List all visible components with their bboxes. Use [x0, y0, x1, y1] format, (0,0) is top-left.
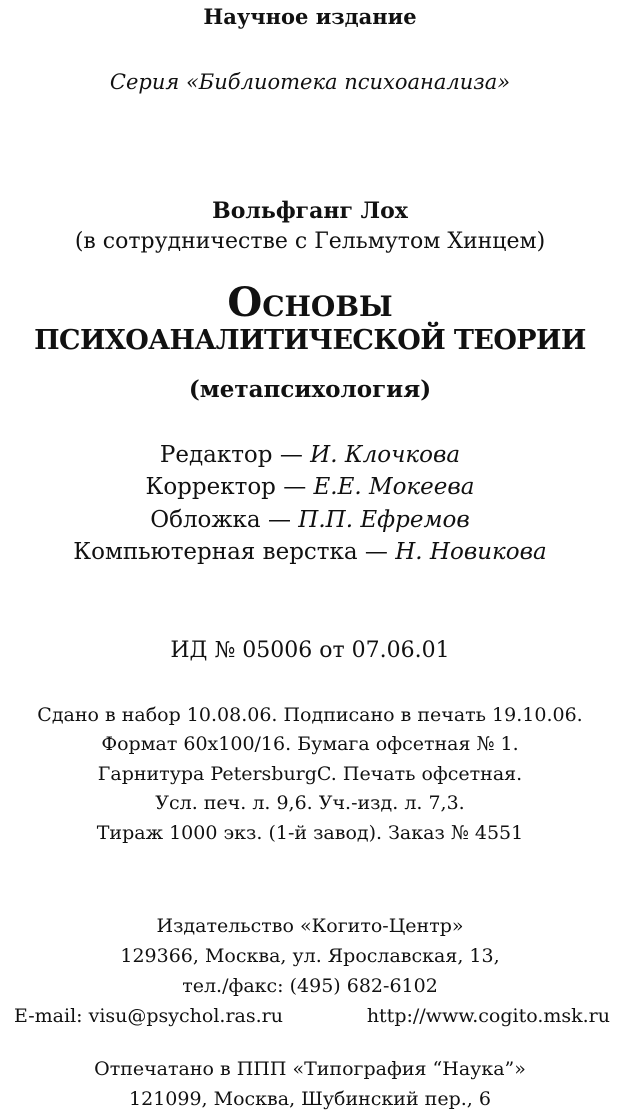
credit-editor [0, 442, 620, 468]
credit-role: Компьютерная верстка — [73, 539, 396, 565]
credit-role: Корректор — [145, 474, 314, 500]
publisher-name: Издательство «Когито-Центр» [156, 915, 464, 937]
tech-info-line: Усл. печ. л. 9,6. Уч.-изд. л. 7,3. [155, 792, 465, 814]
book-subtitle: (метапсихология) [188, 376, 432, 403]
publisher-address: 129366, Москва, ул. Ярославская, 13, [120, 945, 500, 967]
publisher-email: E-mail: visu@psychol.ras.ru [14, 1005, 283, 1027]
tech-info-line: Сдано в набор 10.08.06. Подписано в печать 19.10.06. [37, 704, 583, 726]
credit-role: Редактор — [159, 442, 311, 468]
coauthor-line: (в сотрудничестве с Гельмутом Хинцем) [74, 229, 546, 254]
credit-proofreader [0, 474, 620, 500]
credit-person: Н. Новикова [395, 539, 547, 565]
tech-info-line: Тираж 1000 экз. (1-й завод). Заказ № 4551 [96, 822, 524, 844]
series-name: Серия «Библиотека психоанализа» [109, 70, 511, 94]
credit-cover [0, 507, 620, 533]
printer-address: 121099, Москва, Шубинский пер., 6 [129, 1088, 491, 1110]
printer-name: Отпечатано в ППП «Типография “Наука”» [94, 1058, 526, 1080]
book-title-line-1: Основы [227, 279, 393, 326]
tech-info-line: Формат 60x100/16. Бумага офсетная № 1. [101, 733, 519, 755]
credit-role: Обложка — [150, 507, 299, 533]
edition-type: Научное издание [203, 4, 417, 29]
author-name: Вольфганг Лох [212, 198, 408, 224]
book-title-line-2: ПСИХОАНАЛИТИЧЕСКОЙ ТЕОРИИ [34, 325, 586, 356]
credit-person: Е.Е. Мокеева [313, 474, 475, 500]
credit-person: И. Клочкова [310, 442, 461, 468]
license-number: ИД № 05006 от 07.06.01 [170, 638, 450, 663]
publisher-website: http://www.cogito.msk.ru [366, 1005, 610, 1027]
publisher-phone: тел./факс: (495) 682-6102 [182, 975, 438, 997]
publisher-contacts [0, 1005, 620, 1027]
credit-person: П.П. Ефремов [298, 507, 470, 533]
credit-layout [0, 539, 620, 565]
tech-info-line: Гарнитура PetersburgC. Печать офсетная. [97, 763, 523, 785]
